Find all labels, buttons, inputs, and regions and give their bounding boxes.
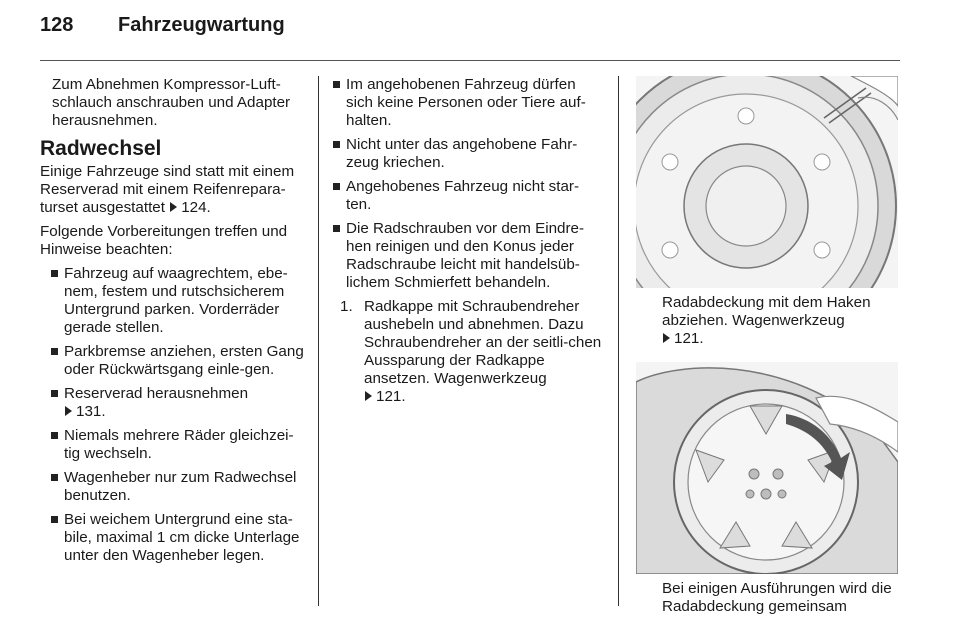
square-bullet-icon: [51, 474, 58, 481]
reference-arrow-icon: [170, 202, 177, 212]
section-heading: Radwechsel: [40, 137, 162, 160]
list-item: [40, 511, 308, 565]
column-divider: [318, 76, 319, 606]
column-middle: [328, 76, 604, 406]
step-text: Radkappe mit Schraubendreher aushebeln und abnehmen. Dazu Schraubendreher an der seitli-chen Aussparung der Radkappe ansetzen. Wagenwerkzeug: [364, 298, 602, 387]
bullet-list: [40, 265, 308, 565]
list-item-text: Im angehobenen Fahrzeug dürfen sich keine Personen oder Tiere auf-halten.: [346, 76, 586, 129]
bullet-list: [328, 76, 604, 292]
list-item: [40, 343, 308, 379]
page-reference: 121.: [376, 388, 406, 405]
square-bullet-icon: [333, 183, 340, 190]
figure-caption: Bei einigen Ausführungen wird die Radabdeckung gemeinsam: [662, 580, 892, 615]
column-right: [636, 76, 902, 616]
list-item-text: Wagenheber nur zum Radwechsel benutzen.: [64, 469, 297, 504]
list-item: [328, 178, 604, 214]
list-item-text: Parkbremse anziehen, ersten Gang oder Rückwärtsgang einle-gen.: [64, 343, 304, 378]
header-rule: [40, 60, 900, 61]
square-bullet-icon: [51, 348, 58, 355]
steel-wheel-illustration: [636, 76, 898, 288]
reference-arrow-icon: [65, 406, 72, 416]
reference-arrow-icon: [365, 391, 372, 401]
chapter-title: Fahrzeugwartung: [118, 14, 285, 36]
list-item: [40, 385, 308, 421]
square-bullet-icon: [51, 516, 58, 523]
paragraph-text: Einige Fahrzeuge sind statt mit einem Reserverad mit einem Reifenrepara-turset ausgestattet: [40, 163, 295, 216]
square-bullet-icon: [333, 81, 340, 88]
hubcap-removal-illustration: [636, 362, 898, 574]
column-left: [40, 76, 308, 571]
list-item-text: Fahrzeug auf waagrechtem, ebe-nem, festem und rutschsicherem Untergrund parken. Vorderräder gerade stellen.: [64, 265, 288, 336]
list-item: [328, 136, 604, 172]
page-header: [40, 14, 285, 50]
list-item-text: Angehobenes Fahrzeug nicht star-ten.: [346, 178, 580, 213]
list-item-text: Reserverad herausnehmen: [64, 385, 249, 402]
intro-paragraph: Zum Abnehmen Kompressor-Luft-schlauch anschrauben und Adapter herausnehmen.: [52, 76, 291, 129]
paragraph: [40, 163, 308, 217]
page-reference: 121.: [674, 330, 704, 347]
square-bullet-icon: [51, 390, 58, 397]
paragraph: Folgende Vorbereitungen treffen und Hinweise beachten:: [40, 223, 288, 258]
list-item-text: Die Radschrauben vor dem Eindre-hen reinigen und den Konus jeder Radschraube leicht mit handelsüb-lichem Schmierfett behandeln.: [346, 220, 585, 291]
list-item-text: Nicht unter das angehobene Fahr-zeug kriechen.: [346, 136, 578, 171]
list-item: [40, 427, 308, 463]
page-reference: 131.: [76, 403, 106, 420]
list-item: [328, 76, 604, 130]
list-item: [40, 469, 308, 505]
list-item-text: Bei weichem Untergrund eine sta-bile, maximal 1 cm dicke Unterlage unter den Wagenheber legen.: [64, 511, 300, 564]
list-item: [328, 220, 604, 292]
step-item: [328, 298, 604, 406]
square-bullet-icon: [333, 225, 340, 232]
square-bullet-icon: [51, 432, 58, 439]
square-bullet-icon: [333, 141, 340, 148]
page-reference: 124.: [181, 199, 211, 216]
step-number: 1.: [340, 298, 353, 315]
caption-text: Radabdeckung mit dem Haken abziehen. Wagenwerkzeug: [662, 294, 871, 329]
square-bullet-icon: [51, 270, 58, 277]
column-divider: [618, 76, 619, 606]
page-number: 128: [40, 14, 74, 36]
wheel-cover-hook-illustration: [636, 76, 898, 288]
hubcap-illustration: [636, 362, 898, 574]
list-item-text: Niemals mehrere Räder gleichzei-tig wechseln.: [64, 427, 294, 462]
figure-caption: [636, 294, 902, 348]
list-item: [40, 265, 308, 337]
reference-arrow-icon: [663, 333, 670, 343]
step-list: [328, 298, 604, 406]
